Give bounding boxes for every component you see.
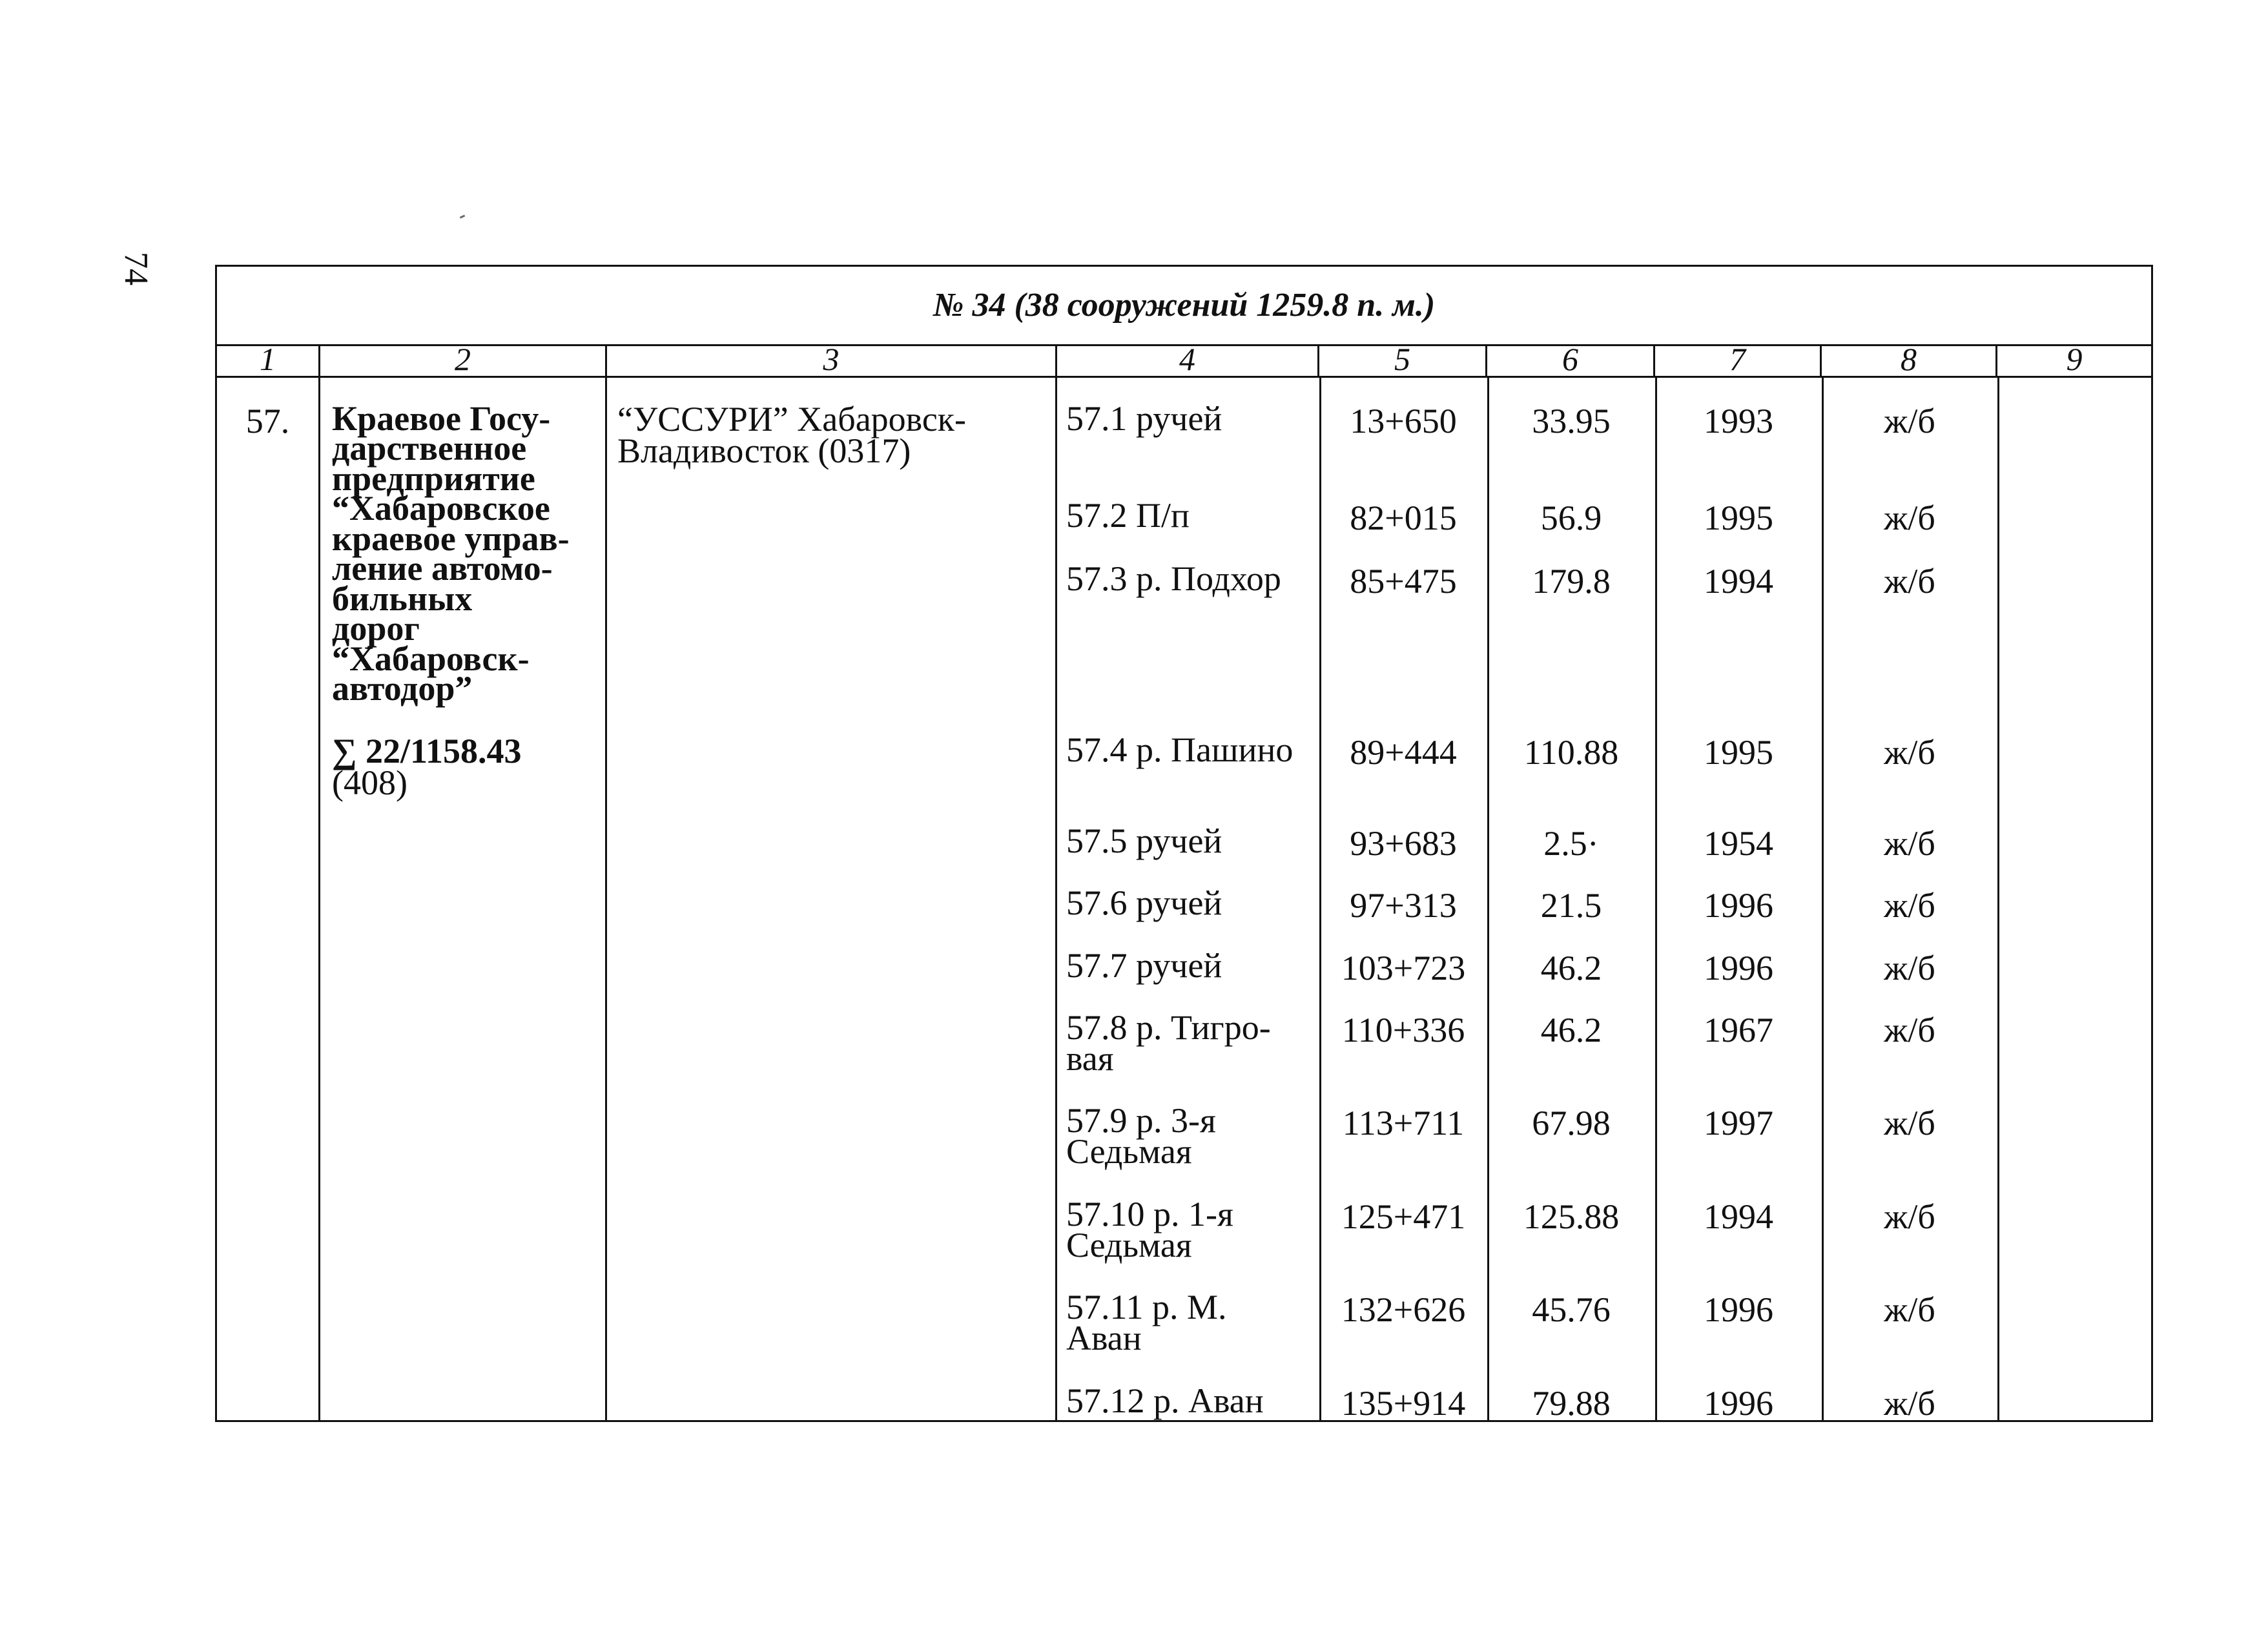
column-number: 3 — [606, 345, 1057, 377]
structure-row — [1057, 1381, 1997, 1423]
column-divider — [1655, 378, 1657, 1420]
column-number: 9 — [1997, 345, 2152, 377]
structure-material: ж/б — [1884, 824, 1935, 863]
organization-line: дарственное — [332, 429, 527, 468]
column-divider — [1319, 378, 1321, 1420]
structure-year: 1954 — [1704, 824, 1773, 863]
organization-line: дорог — [332, 609, 420, 648]
organization-line: ление автомо- — [332, 549, 553, 588]
structure-year: 1995 — [1704, 733, 1773, 772]
road-line: Владивосток (0317) — [617, 431, 911, 470]
structure-year: 1967 — [1704, 1011, 1773, 1049]
structure-km: 135+914 — [1341, 1384, 1466, 1423]
structure-name — [1057, 821, 1319, 861]
organization-line: “Хабаровское — [332, 489, 550, 528]
structure-name — [1057, 1288, 1319, 1357]
structure-length: 33.95 — [1532, 402, 1611, 440]
table-title: № 34 (38 сооружений 1259.8 п. м.) — [216, 266, 2152, 345]
structure-name — [1057, 399, 1319, 438]
organization-line: “Хабаровск- — [332, 639, 530, 678]
structure-material: ж/б — [1884, 733, 1935, 772]
structure-km: 113+711 — [1342, 1104, 1465, 1142]
column-number: 4 — [1057, 345, 1319, 377]
structure-name — [1057, 1101, 1319, 1171]
structure-length: 45.76 — [1532, 1290, 1611, 1329]
structure-row — [1057, 399, 1997, 440]
structure-name-line: 57.9 р. 3-я — [1066, 1101, 1216, 1140]
structure-name-line: Аван — [1066, 1318, 1142, 1357]
structure-name — [1057, 1195, 1319, 1264]
column-number: 6 — [1487, 345, 1655, 377]
column-number: 2 — [320, 345, 606, 377]
structure-row — [1057, 496, 1997, 537]
organization-sum — [332, 732, 599, 802]
column-divider — [1487, 378, 1489, 1420]
structure-name — [1057, 730, 1319, 770]
sum-extra: (408) — [332, 763, 407, 802]
column-divider — [1997, 378, 1999, 1420]
structure-row — [1057, 559, 1997, 601]
scan-speck — [460, 214, 466, 218]
structures-table — [215, 265, 2153, 1422]
column-number: 8 — [1821, 345, 1997, 377]
structure-name-line: 57.10 р. 1-я — [1066, 1195, 1233, 1233]
structure-material: ж/б — [1884, 949, 1935, 987]
structure-length: 110.88 — [1523, 733, 1619, 772]
structure-length: 46.2 — [1540, 1011, 1602, 1049]
structure-length: 2.5· — [1543, 824, 1599, 863]
structure-material: ж/б — [1884, 1104, 1935, 1142]
page-number: 74 — [118, 252, 154, 285]
structure-row — [1057, 730, 1997, 772]
structure-material: ж/б — [1884, 499, 1935, 537]
structure-length: 125.88 — [1523, 1197, 1620, 1236]
structure-name — [1057, 883, 1319, 923]
structure-name-line: 57.4 р. Пашино — [1066, 730, 1294, 769]
structure-year: 1996 — [1704, 886, 1773, 925]
structure-km: 103+723 — [1341, 949, 1466, 987]
structure-name — [1057, 1381, 1319, 1421]
organization-line: автодор” — [332, 668, 473, 708]
entry-row — [216, 377, 2152, 1421]
structure-year: 1996 — [1704, 949, 1773, 987]
structure-length: 67.98 — [1532, 1104, 1611, 1142]
column-number-row — [216, 345, 2152, 377]
structure-name-line: Седьмая — [1066, 1131, 1192, 1171]
structure-material: ж/б — [1884, 402, 1935, 440]
organization-cell — [320, 377, 606, 1421]
organization-line: Краевое Госу- — [332, 399, 551, 438]
structure-material: ж/б — [1884, 1197, 1935, 1236]
structure-km: 125+471 — [1341, 1197, 1466, 1236]
structure-name-line: 57.7 ручей — [1066, 946, 1222, 985]
structure-year: 1993 — [1704, 402, 1773, 440]
column-number: 1 — [216, 345, 320, 377]
entry-number: 57. — [216, 377, 320, 1421]
organization-line: бильных — [332, 579, 473, 618]
structure-length: 179.8 — [1532, 562, 1611, 601]
structure-km: 110+336 — [1341, 1011, 1465, 1049]
structure-material: ж/б — [1884, 562, 1935, 601]
structure-row — [1057, 821, 1997, 863]
structure-length: 46.2 — [1540, 949, 1602, 987]
structure-row — [1057, 1101, 1997, 1171]
road-cell — [606, 377, 1057, 1421]
structure-row — [1057, 1288, 1997, 1357]
structure-km: 132+626 — [1341, 1290, 1466, 1329]
structure-length: 21.5 — [1540, 886, 1602, 925]
structure-name-line: 57.1 ручей — [1066, 399, 1222, 438]
structure-year: 1994 — [1704, 1197, 1773, 1236]
structure-name — [1057, 1008, 1319, 1078]
organization-line: предприятие — [332, 459, 535, 498]
structure-year: 1996 — [1704, 1290, 1773, 1329]
structure-name-line: Седьмая — [1066, 1225, 1192, 1264]
structure-row — [1057, 946, 1997, 987]
organization-name — [332, 399, 599, 708]
structure-name — [1057, 946, 1319, 985]
structure-year: 1996 — [1704, 1384, 1773, 1423]
structure-name-line: 57.12 р. Аван — [1066, 1381, 1264, 1420]
structure-row — [1057, 1008, 1997, 1078]
structure-name-line: 57.2 П/п — [1066, 496, 1190, 535]
road-line: “УССУРИ” Хабаровск- — [617, 400, 967, 438]
structure-material: ж/б — [1884, 886, 1935, 925]
structure-name — [1057, 496, 1319, 535]
structure-material: ж/б — [1884, 1011, 1935, 1049]
column-number: 7 — [1655, 345, 1821, 377]
structure-name-line: 57.8 р. Тигро- — [1066, 1008, 1271, 1047]
structure-material: ж/б — [1884, 1384, 1935, 1423]
structure-km: 97+313 — [1350, 886, 1457, 925]
structure-name-line: 57.6 ручей — [1066, 883, 1222, 922]
structure-name-line: вая — [1066, 1038, 1114, 1078]
structure-list — [1057, 378, 2151, 1423]
organization-line: краевое управ- — [332, 519, 570, 558]
structure-row — [1057, 1195, 1997, 1264]
structure-km: 13+650 — [1350, 402, 1457, 440]
structure-km: 82+015 — [1350, 499, 1457, 537]
column-divider — [1822, 378, 1824, 1420]
structure-year: 1997 — [1704, 1104, 1773, 1142]
structure-length: 79.88 — [1532, 1384, 1611, 1423]
structure-km: 85+475 — [1350, 562, 1457, 601]
structure-row — [1057, 883, 1997, 925]
structure-name-line: 57.11 р. М. — [1066, 1288, 1227, 1326]
structure-material: ж/б — [1884, 1290, 1935, 1329]
structure-name-line: 57.5 ручей — [1066, 821, 1222, 860]
structure-length: 56.9 — [1540, 499, 1602, 537]
structure-name — [1057, 559, 1319, 599]
structures-cell — [1057, 377, 2152, 1421]
structure-km: 89+444 — [1350, 733, 1457, 772]
sum-total: ∑ 22/1158.43 — [332, 732, 522, 771]
structure-year: 1995 — [1704, 499, 1773, 537]
column-number: 5 — [1319, 345, 1487, 377]
road-name — [617, 400, 1049, 470]
structure-km: 93+683 — [1350, 824, 1457, 863]
structure-name-line: 57.3 р. Подхор — [1066, 559, 1281, 598]
structure-year: 1994 — [1704, 562, 1773, 601]
